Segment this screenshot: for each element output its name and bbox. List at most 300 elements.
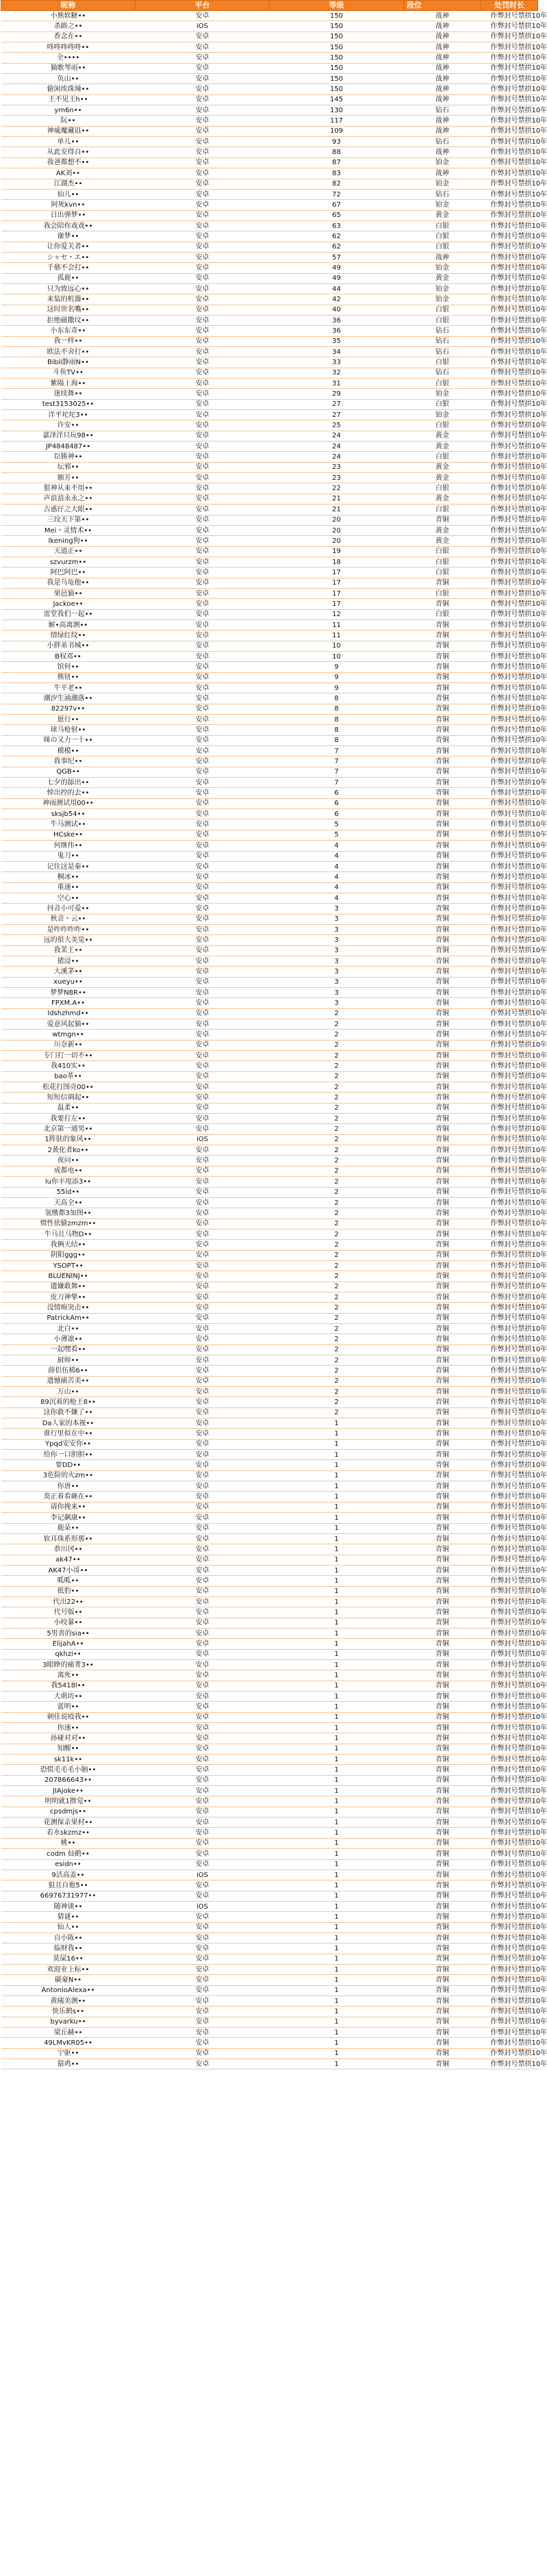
level-cell: 2 xyxy=(270,1040,404,1050)
rank-cell: 青铜 xyxy=(404,1334,481,1344)
rank-cell: 青铜 xyxy=(404,1008,481,1019)
level-cell: 3 xyxy=(270,998,404,1008)
table-row xyxy=(1,1082,538,1093)
name-cell: 偷闲埃珠辣•• xyxy=(1,84,136,94)
name-cell: 空心•• xyxy=(1,893,136,903)
name-cell: 我410实•• xyxy=(1,1061,136,1071)
rank-cell: 青铜 xyxy=(404,2059,481,2069)
level-cell: 29 xyxy=(270,389,404,399)
duration-cell: 作弊封号禁拱10年 xyxy=(481,778,538,788)
table-row xyxy=(1,1061,538,1071)
platform-cell: 安卓 xyxy=(136,788,270,798)
platform-cell: 安卓 xyxy=(136,116,270,126)
level-cell: 1 xyxy=(270,1733,404,1744)
duration-cell: 作弊封号禁拱10年 xyxy=(481,1964,538,1974)
header-duration: 处罚时长 xyxy=(481,1,538,11)
duration-cell: 作弊封号禁拱10年 xyxy=(481,872,538,882)
name-cell: 我5418l•• xyxy=(1,1681,136,1691)
level-cell: 1 xyxy=(270,1985,404,1995)
level-cell: 42 xyxy=(270,294,404,305)
rank-cell: 白银 xyxy=(404,546,481,557)
duration-cell: 作弊封号禁拱10年 xyxy=(481,1334,538,1344)
rank-cell: 青铜 xyxy=(404,1051,481,1061)
platform-cell: 安卓 xyxy=(136,1418,270,1429)
duration-cell: 作弊封号禁拱10年 xyxy=(481,788,538,798)
duration-cell: 作弊封号禁拱10年 xyxy=(481,1628,538,1638)
duration-cell: 作弊封号禁拱10年 xyxy=(481,651,538,661)
platform-cell: 安卓 xyxy=(136,588,270,598)
table-row xyxy=(1,977,538,987)
name-cell: 馆何•• xyxy=(1,662,136,672)
platform-cell: 安卓 xyxy=(136,1187,270,1197)
rank-cell: 青铜 xyxy=(404,1323,481,1334)
table-row xyxy=(1,683,538,693)
platform-cell: 安卓 xyxy=(136,1723,270,1733)
table-row xyxy=(1,11,538,21)
rank-cell: 青铜 xyxy=(404,1975,481,1985)
level-cell: 2 xyxy=(270,1197,404,1208)
rank-cell: 青铜 xyxy=(404,987,481,997)
rank-cell: 青铜 xyxy=(404,841,481,851)
name-cell: sksjb54•• xyxy=(1,809,136,819)
level-cell: 1 xyxy=(270,1523,404,1533)
duration-cell: 作弊封号禁拱10年 xyxy=(481,1786,538,1796)
duration-cell: 作弊封号禁拱10年 xyxy=(481,442,538,452)
level-cell: 150 xyxy=(270,42,404,53)
duration-cell: 作弊封号禁拱10年 xyxy=(481,977,538,987)
level-cell: 1 xyxy=(270,1712,404,1722)
duration-cell: 作弊封号禁拱10年 xyxy=(481,1470,538,1481)
platform-cell: 安卓 xyxy=(136,662,270,672)
level-cell: 1 xyxy=(270,2059,404,2069)
platform-cell: 安卓 xyxy=(136,305,270,315)
level-cell: 2 xyxy=(270,1323,404,1334)
level-cell: 9 xyxy=(270,662,404,672)
platform-cell: 安卓 xyxy=(136,1219,270,1229)
rank-cell: 钻石 xyxy=(404,137,481,147)
level-cell: 2 xyxy=(270,1019,404,1030)
name-cell: 洋平坨坨3•• xyxy=(1,410,136,420)
rank-cell: 铂金 xyxy=(404,200,481,210)
rank-cell: 战神 xyxy=(404,42,481,53)
platform-cell: 安卓 xyxy=(136,1229,270,1239)
duration-cell: 作弊封号禁拱10年 xyxy=(481,998,538,1008)
rank-cell: 战神 xyxy=(404,126,481,136)
duration-cell: 作弊封号禁拱10年 xyxy=(481,305,538,315)
duration-cell: 作弊封号禁拱10年 xyxy=(481,830,538,840)
level-cell: 2 xyxy=(270,1240,404,1250)
level-cell: 3 xyxy=(270,914,404,924)
rank-cell: 青铜 xyxy=(404,1418,481,1429)
name-cell: 解•高离测•• xyxy=(1,620,136,630)
duration-cell: 作弊封号禁拱10年 xyxy=(481,2017,538,2027)
table-row xyxy=(1,179,538,189)
name-cell: ldshzhmd•• xyxy=(1,1008,136,1019)
table-row xyxy=(1,1303,538,1313)
table-row xyxy=(1,1744,538,1754)
platform-cell: 安卓 xyxy=(136,1744,270,1754)
platform-cell: 安卓 xyxy=(136,1061,270,1071)
level-cell: 1 xyxy=(270,1639,404,1649)
table-row xyxy=(1,168,538,179)
table-row xyxy=(1,599,538,609)
level-cell: 1 xyxy=(270,1450,404,1460)
platform-cell: 安卓 xyxy=(136,347,270,357)
platform-cell: 安卓 xyxy=(136,1114,270,1124)
rank-cell: 青铜 xyxy=(404,967,481,977)
table-row xyxy=(1,452,538,462)
table-row xyxy=(1,1071,538,1082)
duration-cell: 作弊封号禁拱10年 xyxy=(481,147,538,157)
name-cell: 明明就1撸觉•• xyxy=(1,1796,136,1807)
duration-cell: 作弊封号禁拱10年 xyxy=(481,1114,538,1124)
name-cell: Jackoe•• xyxy=(1,599,136,609)
level-cell: 1 xyxy=(270,1618,404,1628)
table-row xyxy=(1,630,538,641)
rank-cell: 青铜 xyxy=(404,1366,481,1376)
table-row xyxy=(1,546,538,557)
level-cell: 7 xyxy=(270,746,404,756)
name-cell: BLUENINJ•• xyxy=(1,1271,136,1281)
level-cell: 2 xyxy=(270,1093,404,1103)
rank-cell: 青铜 xyxy=(404,767,481,777)
level-cell: 87 xyxy=(270,157,404,168)
duration-cell: 作弊封号禁拱10年 xyxy=(481,1219,538,1229)
name-cell: 离死•• xyxy=(1,1670,136,1681)
duration-cell: 作弊封号禁拱10年 xyxy=(481,483,538,494)
name-cell: 49LMvKR05•• xyxy=(1,2038,136,2048)
level-cell: 2 xyxy=(270,1208,404,1219)
rank-cell: 青铜 xyxy=(404,1995,481,2006)
name-cell: 川奈新•• xyxy=(1,1040,136,1050)
duration-cell: 作弊封号禁拱10年 xyxy=(481,210,538,220)
duration-cell: 作弊封号禁拱10年 xyxy=(481,336,538,346)
rank-cell: 青铜 xyxy=(404,861,481,871)
table-row xyxy=(1,283,538,294)
platform-cell: 安卓 xyxy=(136,1481,270,1492)
rank-cell: 青铜 xyxy=(404,1030,481,1040)
level-cell: 21 xyxy=(270,505,404,515)
table-row xyxy=(1,420,538,431)
rank-cell: 青铜 xyxy=(404,1639,481,1649)
rank-cell: 青铜 xyxy=(404,1145,481,1156)
table-row xyxy=(1,557,538,567)
name-cell: 随神谈•• xyxy=(1,1901,136,1911)
level-cell: 2 xyxy=(270,1229,404,1239)
platform-cell: 安卓 xyxy=(136,546,270,557)
platform-cell: iOS xyxy=(136,1870,270,1880)
ban-list-table xyxy=(1,0,547,2069)
level-cell: 24 xyxy=(270,452,404,462)
platform-cell: 安卓 xyxy=(136,1303,270,1313)
rank-cell: 青铜 xyxy=(404,1019,481,1030)
level-cell: 49 xyxy=(270,273,404,283)
platform-cell: 安卓 xyxy=(136,651,270,661)
name-cell: 嘉泽洋只玩98•• xyxy=(1,431,136,441)
platform-cell: 安卓 xyxy=(136,157,270,168)
name-cell: 我事纪•• xyxy=(1,756,136,767)
level-cell: 1 xyxy=(270,1828,404,1838)
platform-cell: 安卓 xyxy=(136,1786,270,1796)
duration-cell: 作弊封号禁拱10年 xyxy=(481,431,538,441)
level-cell: 3 xyxy=(270,904,404,914)
duration-cell: 作弊封号禁拱10年 xyxy=(481,1134,538,1145)
level-cell: 23 xyxy=(270,473,404,483)
duration-cell: 作弊封号禁拱10年 xyxy=(481,1397,538,1407)
level-cell: 1 xyxy=(270,1912,404,1922)
level-cell: 24 xyxy=(270,442,404,452)
platform-cell: 安卓 xyxy=(136,94,270,105)
name-cell: 没情痴突击•• xyxy=(1,1303,136,1313)
rank-cell: 青铜 xyxy=(404,1544,481,1555)
platform-cell: 安卓 xyxy=(136,1954,270,1964)
duration-cell: 作弊封号禁拱10年 xyxy=(481,704,538,714)
duration-cell: 作弊封号禁拱10年 xyxy=(481,1019,538,1030)
table-row xyxy=(1,263,538,273)
level-cell: 4 xyxy=(270,851,404,861)
duration-cell: 作弊封号禁拱10年 xyxy=(481,1755,538,1765)
name-cell: Ypqd安安你•• xyxy=(1,1439,136,1449)
platform-cell: 安卓 xyxy=(136,189,270,199)
platform-cell: 安卓 xyxy=(136,1093,270,1103)
rank-cell: 青铜 xyxy=(404,1849,481,1859)
platform-cell: 安卓 xyxy=(136,1407,270,1418)
table-row xyxy=(1,336,538,346)
level-cell: 1 xyxy=(270,1460,404,1470)
name-cell: 大萌坊•• xyxy=(1,1692,136,1702)
duration-cell: 作弊封号禁拱10年 xyxy=(481,283,538,294)
duration-cell: 作弊封号禁拱10年 xyxy=(481,1922,538,1933)
header-rank: 段位 xyxy=(404,1,481,11)
platform-cell: 安卓 xyxy=(136,1334,270,1344)
duration-cell: 作弊封号禁拱10年 xyxy=(481,1418,538,1429)
platform-cell: 安卓 xyxy=(136,1208,270,1219)
name-cell: 声浪浪永永之•• xyxy=(1,494,136,504)
level-cell: 8 xyxy=(270,735,404,745)
table-row xyxy=(1,1481,538,1492)
table-row xyxy=(1,1240,538,1250)
name-cell: 猪浸•• xyxy=(1,956,136,966)
platform-cell: 安卓 xyxy=(136,945,270,956)
platform-cell: 安卓 xyxy=(136,1649,270,1659)
rank-cell: 青铜 xyxy=(404,1397,481,1407)
name-cell: 厨师•• xyxy=(1,1355,136,1366)
rank-cell: 青铜 xyxy=(404,1071,481,1082)
name-cell: 阿死kvn•• xyxy=(1,200,136,210)
level-cell: 1 xyxy=(270,2038,404,2048)
duration-cell: 作弊封号禁拱10年 xyxy=(481,1260,538,1271)
name-cell: 何继伟•• xyxy=(1,841,136,851)
name-cell: 要DD•• xyxy=(1,1460,136,1470)
level-cell: 34 xyxy=(270,347,404,357)
table-row xyxy=(1,1659,538,1670)
duration-cell: 作弊封号禁拱10年 xyxy=(481,1649,538,1659)
duration-cell: 作弊封号禁拱10年 xyxy=(481,672,538,683)
level-cell: 1 xyxy=(270,1481,404,1492)
rank-cell: 白银 xyxy=(404,399,481,409)
duration-cell: 作弊封号禁拱10年 xyxy=(481,630,538,641)
table-row xyxy=(1,2006,538,2017)
rank-cell: 青铜 xyxy=(404,1492,481,1502)
level-cell: 20 xyxy=(270,536,404,546)
name-cell: 杀路之•• xyxy=(1,21,136,31)
table-row xyxy=(1,1513,538,1523)
table-row xyxy=(1,1859,538,1870)
duration-cell: 作弊封号禁拱10年 xyxy=(481,1849,538,1859)
name-cell: 秋音・云•• xyxy=(1,914,136,924)
name-cell: 这时世名嘴•• xyxy=(1,305,136,315)
name-cell: 千鼎不会打•• xyxy=(1,263,136,273)
name-cell: 花测保亲果村•• xyxy=(1,1818,136,1828)
platform-cell: 安卓 xyxy=(136,620,270,630)
platform-cell: 安卓 xyxy=(136,630,270,641)
level-cell: 11 xyxy=(270,620,404,630)
duration-cell: 作弊封号禁拱10年 xyxy=(481,588,538,598)
table-row xyxy=(1,368,538,378)
platform-cell: 安卓 xyxy=(136,2038,270,2048)
duration-cell: 作弊封号禁拱10年 xyxy=(481,21,538,31)
rank-cell: 青铜 xyxy=(404,1208,481,1219)
name-cell: esidn•• xyxy=(1,1859,136,1870)
table-row xyxy=(1,1197,538,1208)
level-cell: 12 xyxy=(270,609,404,620)
level-cell: 1 xyxy=(270,1744,404,1754)
platform-cell: 安卓 xyxy=(136,568,270,578)
name-cell: 仙人•• xyxy=(1,1922,136,1933)
table-row xyxy=(1,1670,538,1681)
name-cell: 我是乌龟他•• xyxy=(1,578,136,588)
platform-cell: 安卓 xyxy=(136,1071,270,1082)
duration-cell: 作弊封号禁拱10年 xyxy=(481,546,538,557)
level-cell: 6 xyxy=(270,798,404,808)
platform-cell: 安卓 xyxy=(136,861,270,871)
name-cell: 我俩天结•• xyxy=(1,1240,136,1250)
level-cell: 23 xyxy=(270,462,404,472)
table-row xyxy=(1,1681,538,1691)
rank-cell: 青铜 xyxy=(404,819,481,830)
table-body xyxy=(1,11,547,2069)
table-row xyxy=(1,105,538,116)
platform-cell: 安卓 xyxy=(136,1891,270,1901)
level-cell: 1 xyxy=(270,1765,404,1775)
level-cell: 2 xyxy=(270,1281,404,1292)
level-cell: 1 xyxy=(270,1596,404,1607)
platform-cell: 安卓 xyxy=(136,200,270,210)
table-row xyxy=(1,956,538,966)
rank-cell: 青铜 xyxy=(404,1943,481,1954)
name-cell: 额芳•• xyxy=(1,473,136,483)
level-cell: 2 xyxy=(270,1177,404,1187)
level-cell: 17 xyxy=(270,578,404,588)
duration-cell: 作弊封号禁拱10年 xyxy=(481,809,538,819)
rank-cell: 青铜 xyxy=(404,1775,481,1785)
duration-cell: 作弊封号禁拱10年 xyxy=(481,494,538,504)
platform-cell: 安卓 xyxy=(136,1103,270,1113)
duration-cell: 作弊封号禁拱10年 xyxy=(481,1933,538,1943)
level-cell: 1 xyxy=(270,1429,404,1439)
level-cell: 1 xyxy=(270,1807,404,1817)
duration-cell: 作弊封号禁拱10年 xyxy=(481,956,538,966)
name-cell: 207866643•• xyxy=(1,1775,136,1785)
level-cell: 2 xyxy=(270,1292,404,1302)
rank-cell: 青铜 xyxy=(404,1586,481,1596)
table-row xyxy=(1,851,538,861)
rank-cell: 青铜 xyxy=(404,1387,481,1397)
platform-cell: 安卓 xyxy=(136,557,270,567)
platform-cell: 安卓 xyxy=(136,1828,270,1838)
duration-cell: 作弊封号禁拱10年 xyxy=(481,2006,538,2017)
table-row xyxy=(1,1460,538,1470)
level-cell: 24 xyxy=(270,431,404,441)
name-cell: 碳豪N•• xyxy=(1,1975,136,1985)
level-cell: 1 xyxy=(270,2028,404,2038)
duration-cell: 作弊封号禁拱10年 xyxy=(481,1607,538,1618)
table-row xyxy=(1,1313,538,1323)
platform-cell: 安卓 xyxy=(136,1323,270,1334)
rank-cell: 白银 xyxy=(404,452,481,462)
table-row xyxy=(1,662,538,672)
table-row xyxy=(1,483,538,494)
level-cell: 2 xyxy=(270,1313,404,1323)
rank-cell: 青铜 xyxy=(404,1292,481,1302)
platform-cell: 安卓 xyxy=(136,399,270,409)
platform-cell: 安卓 xyxy=(136,410,270,420)
level-cell: 1 xyxy=(270,1723,404,1733)
duration-cell: 作弊封号禁拱10年 xyxy=(481,1250,538,1260)
name-cell: 82297v•• xyxy=(1,704,136,714)
table-row xyxy=(1,2059,538,2069)
rank-cell: 青铜 xyxy=(404,1156,481,1166)
duration-cell: 作弊封号禁拱10年 xyxy=(481,641,538,651)
table-row xyxy=(1,914,538,924)
duration-cell: 作弊封号禁拱10年 xyxy=(481,1387,538,1397)
duration-cell: 作弊封号禁拱10年 xyxy=(481,2028,538,2038)
rank-cell: 青铜 xyxy=(404,756,481,767)
rank-cell: 青铜 xyxy=(404,1124,481,1134)
level-cell: 44 xyxy=(270,283,404,294)
table-row xyxy=(1,1818,538,1828)
duration-cell: 作弊封号禁拱10年 xyxy=(481,620,538,630)
table-row xyxy=(1,1344,538,1355)
duration-cell: 作弊封号禁拱10年 xyxy=(481,126,538,136)
platform-cell: 安卓 xyxy=(136,525,270,535)
duration-cell: 作弊封号禁拱10年 xyxy=(481,1723,538,1733)
table-row xyxy=(1,1051,538,1061)
table-row xyxy=(1,1596,538,1607)
platform-cell: 安卓 xyxy=(136,1008,270,1019)
name-cell: 孤鹿•• xyxy=(1,273,136,283)
name-cell: 拒绝磁撒坟•• xyxy=(1,315,136,325)
name-cell: 猿鸡•• xyxy=(1,2059,136,2069)
duration-cell: 作弊封号禁拱10年 xyxy=(481,2048,538,2058)
platform-cell: 安卓 xyxy=(136,379,270,389)
level-cell: 3 xyxy=(270,967,404,977)
table-row xyxy=(1,904,538,914)
level-cell: 33 xyxy=(270,357,404,368)
table-row xyxy=(1,1407,538,1418)
name-cell: 刺佳说殴我•• xyxy=(1,1712,136,1722)
name-cell: 惯性依偷zmzm•• xyxy=(1,1219,136,1229)
table-row xyxy=(1,841,538,851)
platform-cell: 安卓 xyxy=(136,1733,270,1744)
name-cell: B权邓•• xyxy=(1,651,136,661)
name-cell: 猜谜•• xyxy=(1,1912,136,1922)
platform-cell: 安卓 xyxy=(136,1702,270,1712)
platform-cell: 安卓 xyxy=(136,935,270,945)
name-cell: 天道正•• xyxy=(1,546,136,557)
level-cell: 2 xyxy=(270,1376,404,1386)
platform-cell: 安卓 xyxy=(136,851,270,861)
